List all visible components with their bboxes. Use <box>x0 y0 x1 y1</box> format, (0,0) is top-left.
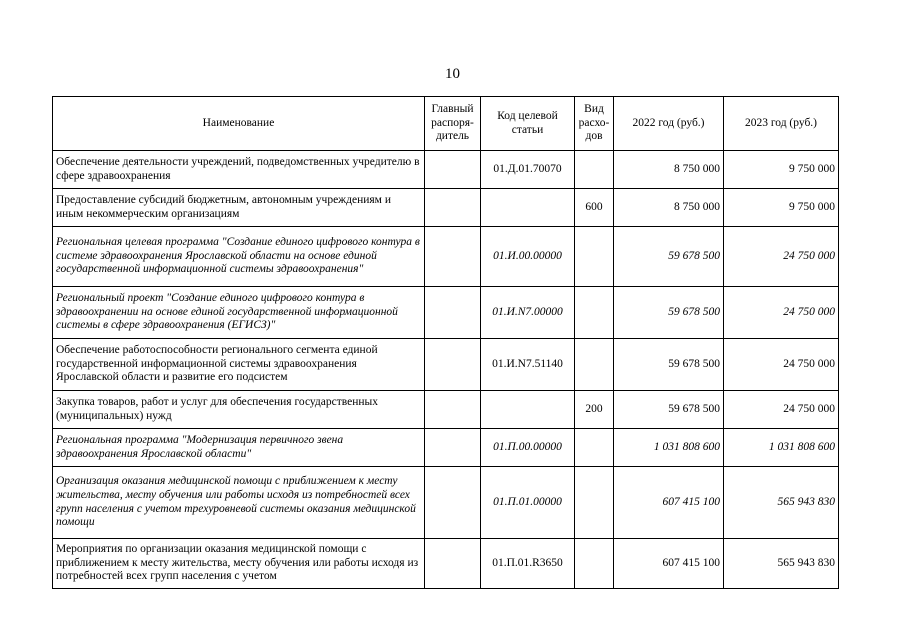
table-row <box>53 189 839 227</box>
row-code: 01.Д.01.70070 <box>481 151 575 189</box>
row-code: 01.П.00.00000 <box>481 429 575 467</box>
row-admin <box>425 467 481 539</box>
row-amount-2023: 24 750 000 <box>724 227 839 287</box>
page-number: 10 <box>445 66 460 82</box>
row-admin <box>425 539 481 589</box>
row-amount-2023: 24 750 000 <box>724 391 839 429</box>
row-name: Обеспечение деятельности учреждений, подведомственных учредителю в сфере здравоохранения <box>53 151 425 189</box>
header-2022: 2022 год (руб.) <box>614 97 724 151</box>
header-2023: 2023 год (руб.) <box>724 97 839 151</box>
row-admin <box>425 151 481 189</box>
table-header-row <box>53 97 839 151</box>
table-row <box>53 227 839 287</box>
row-amount-2023: 9 750 000 <box>724 189 839 227</box>
row-type: 600 <box>575 189 614 227</box>
row-name: Организация оказания медицинской помощи с приближением к месту жительства, месту обучения или работы исходя из потребностей всех групп населения с учетом трехуровневой системы оказания медицинской помощи <box>53 467 425 539</box>
row-type <box>575 429 614 467</box>
row-admin <box>425 391 481 429</box>
row-admin <box>425 339 481 391</box>
table-row <box>53 151 839 189</box>
header-admin: Главный распоря-дитель <box>425 97 481 151</box>
row-name: Региональный проект "Создание единого цифрового контура в здравоохранении на основе единой государственной информационной системы в сфере здравоохранения (ЕГИСЗ)" <box>53 287 425 339</box>
row-code <box>481 391 575 429</box>
row-name: Предоставление субсидий бюджетным, автономным учреждениям и иным некоммерческим организациям <box>53 189 425 227</box>
table-row <box>53 339 839 391</box>
row-amount-2022: 8 750 000 <box>614 189 724 227</box>
row-amount-2022: 607 415 100 <box>614 539 724 589</box>
row-type <box>575 151 614 189</box>
row-type <box>575 227 614 287</box>
row-code: 01.П.01.00000 <box>481 467 575 539</box>
row-amount-2023: 1 031 808 600 <box>724 429 839 467</box>
row-type <box>575 287 614 339</box>
row-amount-2022: 8 750 000 <box>614 151 724 189</box>
row-type <box>575 467 614 539</box>
row-name: Региональная целевая программа "Создание единого цифрового контура в системе здравоохранения Ярославской области на основе единой государственной информационной системы здравоохранения" <box>53 227 425 287</box>
row-amount-2023: 24 750 000 <box>724 287 839 339</box>
row-type: 200 <box>575 391 614 429</box>
row-amount-2023: 565 943 830 <box>724 467 839 539</box>
budget-table <box>52 96 839 589</box>
row-name: Закупка товаров, работ и услуг для обеспечения государственных (муниципальных) нужд <box>53 391 425 429</box>
table-row <box>53 467 839 539</box>
header-type: Вид расхо-дов <box>575 97 614 151</box>
row-admin <box>425 227 481 287</box>
table-row <box>53 429 839 467</box>
header-code: Код целевой статьи <box>481 97 575 151</box>
row-admin <box>425 189 481 227</box>
row-amount-2022: 59 678 500 <box>614 391 724 429</box>
row-admin <box>425 429 481 467</box>
table-row <box>53 391 839 429</box>
row-admin <box>425 287 481 339</box>
header-name: Наименование <box>53 97 425 151</box>
row-code: 01.П.01.R3650 <box>481 539 575 589</box>
row-amount-2022: 607 415 100 <box>614 467 724 539</box>
row-name: Мероприятия по организации оказания медицинской помощи с приближением к месту жительства, месту обучения или работы исходя из потребностей всех групп населения с учетом <box>53 539 425 589</box>
row-name: Региональная программа "Модернизация первичного звена здравоохранения Ярославской области" <box>53 429 425 467</box>
table-row <box>53 539 839 589</box>
row-amount-2023: 24 750 000 <box>724 339 839 391</box>
row-name: Обеспечение работоспособности регионального сегмента единой государственной информационной системы здравоохранения Ярославской области и развитие его подсистем <box>53 339 425 391</box>
row-code: 01.И.N7.51140 <box>481 339 575 391</box>
row-amount-2022: 59 678 500 <box>614 339 724 391</box>
table-row <box>53 287 839 339</box>
row-amount-2022: 1 031 808 600 <box>614 429 724 467</box>
row-type <box>575 339 614 391</box>
row-amount-2022: 59 678 500 <box>614 227 724 287</box>
row-code <box>481 189 575 227</box>
row-amount-2022: 59 678 500 <box>614 287 724 339</box>
row-amount-2023: 9 750 000 <box>724 151 839 189</box>
row-amount-2023: 565 943 830 <box>724 539 839 589</box>
row-code: 01.И.00.00000 <box>481 227 575 287</box>
row-code: 01.И.N7.00000 <box>481 287 575 339</box>
row-type <box>575 539 614 589</box>
